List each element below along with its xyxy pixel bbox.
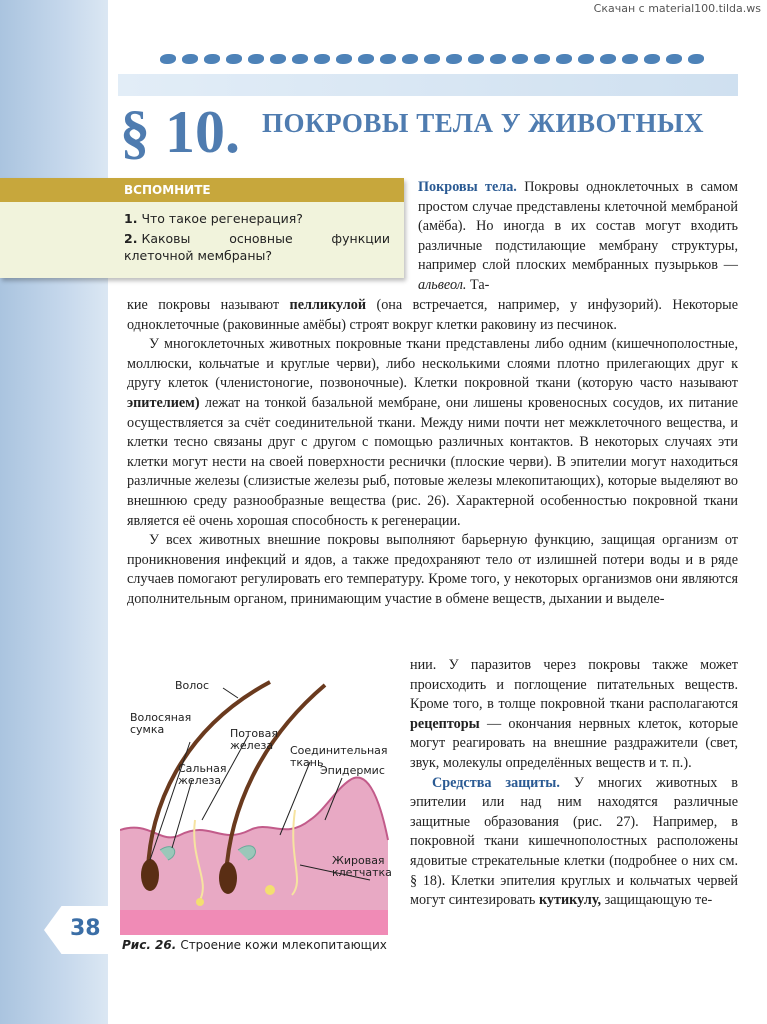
label-hair: Волос <box>175 679 210 692</box>
text-paragraph: У многоклеточных животных покровные ткани представлены либо одним (кишечнополостные, моллюски, кольчатые и круглые черви), либо несколькими слоями плотно прилегающих друг к другу клеток (членистоногие, позвоночные). Клетки покровной ткани (которую часто называют эпителием) лежат на тонкой базальной мембране, они лишены кровеносных сосудов, их питание осуществляется за счёт соединительной ткани. Между ними почти нет межклеточного вещества, и клетки тесно связаны друг с другом с помощью различных контактов. В некоторых случаях эти клетки могут нести на своей поверхности реснички (плоские черви). В эпителии могут находиться различные железы (слизистые железы рыб, потовые железы млекопитающих), которые выделяют во внешнюю среду разнообразные вещества (рис. 26). Характерной особенностью покровной ткани является её очень хорошая способность к регенерации. <box>127 336 738 529</box>
label-sweat-gland: Потовая железа <box>230 727 278 752</box>
page-title: ПОКРОВЫ ТЕЛА У ЖИВОТНЫХ <box>262 108 705 138</box>
right-column <box>410 656 738 911</box>
recall-box <box>0 178 404 278</box>
recall-header: ВСПОМНИТЕ <box>0 178 404 202</box>
text-paragraph: кие покровы называют пелликулой (она встречается, например, у инфузорий). Некоторые одноклеточные (раковинные амёбы) строят вокруг клетки раковину из песчинок. <box>127 297 739 333</box>
title-band <box>118 74 738 96</box>
animal-silhouette-strip <box>160 50 720 68</box>
main-text <box>127 296 738 610</box>
text-paragraph: Средства защиты. У многих животных в эпителии или над ним находятся различные защитные образования (рис. 27). Например, в покровной ткани кишечнополостных расположены ядовитые стрекательные клетки (подробнее о них см. § 18). Клетки эпителия круглых и кольчатых червей могут синтезировать кутикулу, защищающую те- <box>410 774 738 909</box>
label-follicle: Волосяная сумка <box>130 711 192 736</box>
skin-figure <box>120 670 400 935</box>
label-connective-tissue: Соединительная ткань <box>290 744 388 769</box>
page-number: 38 <box>70 916 101 941</box>
text-paragraph: У всех животных внешние покровы выполняют барьерную функцию, защищая организм от проникновения инфекций и ядов, а также предохраняют тело от излишней потери воды и в ряде случаев помогают регулировать его температуру. Кроме того, у некоторых организмов они являются дополнительным органом, принимающим участие в обмене веществ, дыхании и выделе- <box>127 532 738 607</box>
figure-caption: Рис. 26. Строение кожи млекопитающих <box>122 938 387 952</box>
section-heading: Покровы тела. <box>418 179 517 195</box>
section-heading: Средства защиты. <box>432 774 560 791</box>
recall-item: 1. Что такое регенерация? <box>124 211 303 226</box>
label-fat-tissue: Жировая клетчатка <box>332 854 392 879</box>
page-margin-band <box>0 0 108 1024</box>
paragraph-number: § 10. <box>120 99 240 165</box>
skin-diagram <box>120 670 400 935</box>
recall-item: 2. Каковы основные функции клеточной мембраны? <box>124 231 390 263</box>
text-paragraph: нии. У паразитов через покровы также может происходить и поглощение питательных веществ. Кроме того, в толще покровной ткани располагаются рецепторы — окончания нервных клеток, которые могут реагировать на внешние раздражители (свет, звук, молекулы определённых веществ и т. п.). <box>410 657 739 771</box>
source-note: Скачан с material100.tilda.ws <box>593 2 761 15</box>
label-epidermis: Эпидермис <box>320 764 385 777</box>
recall-list <box>0 210 404 264</box>
lead-paragraph: Покровы тела. Покровы одноклеточных в самом простом случае представлены клеточной мембраной (амёба). Но иногда в их состав могут входить различные подстилающие мембрану структуры, например слой плоских мембранных пузырьков — альвеол. Та- <box>418 179 738 293</box>
label-sebaceous-gland: Сальная железа <box>178 762 227 787</box>
